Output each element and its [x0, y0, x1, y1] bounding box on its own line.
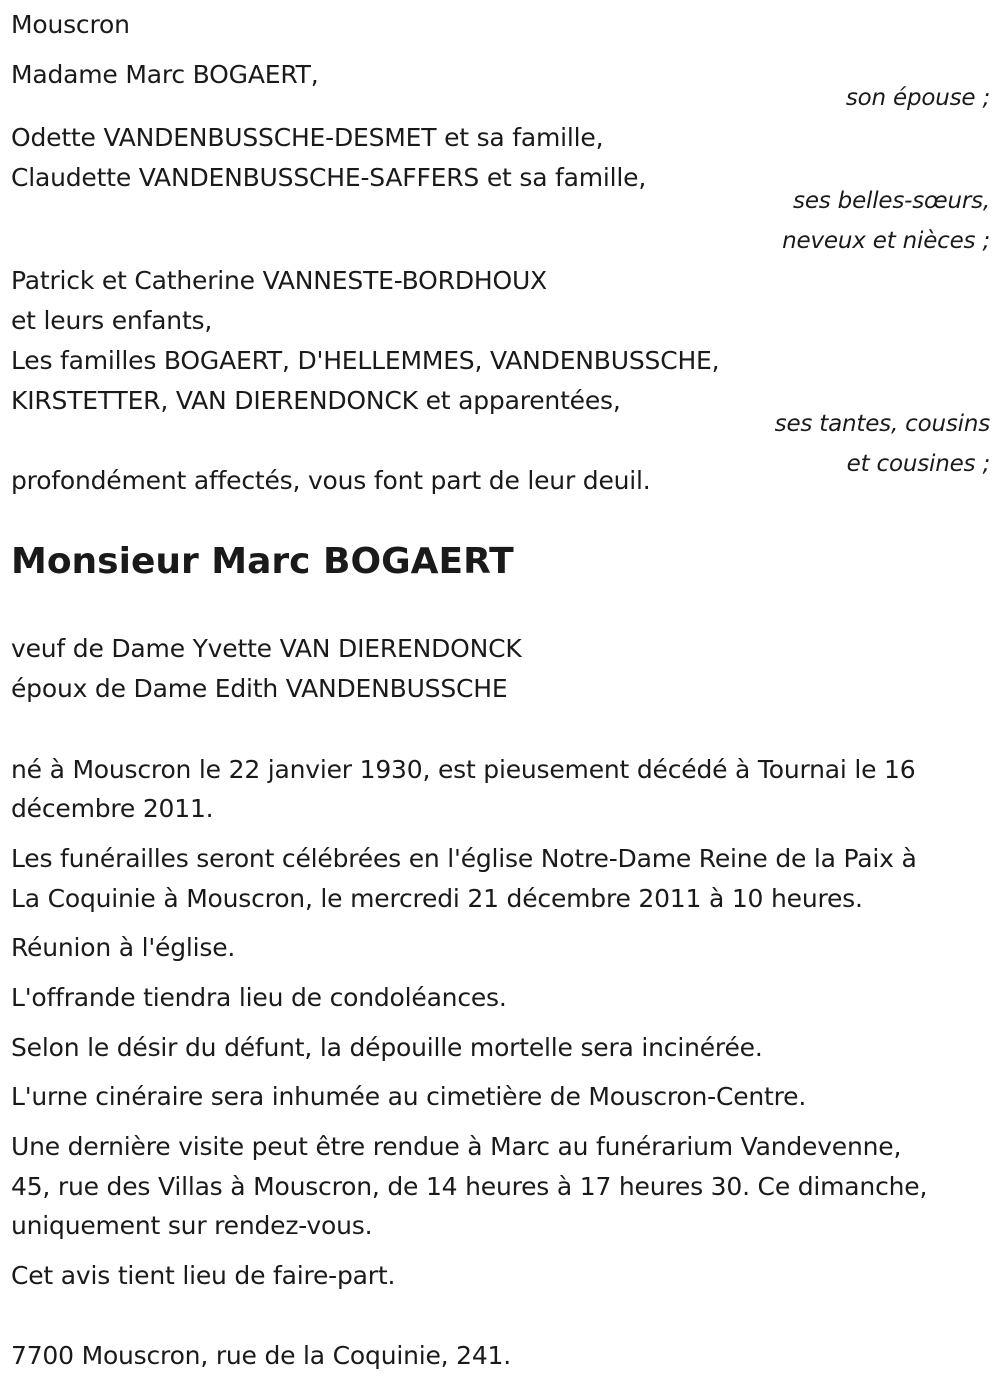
offering-line: L'offrande tiendra lieu de condoléances.: [11, 983, 507, 1012]
sister-in-law-line: Claudette VANDENBUSSCHE-SAFFERS et sa famille,: [11, 163, 647, 192]
relatives-role-line: et cousines ;: [846, 451, 990, 477]
sisters-role-line: ses belles-sœurs,: [793, 188, 990, 214]
birth-death-line: décembre 2011.: [11, 794, 214, 823]
meeting-line: Réunion à l'église.: [11, 933, 236, 962]
relatives-role-line: ses tantes, cousins: [774, 411, 990, 437]
deceased-name-heading: Monsieur Marc BOGAERT: [11, 541, 514, 582]
urn-line: L'urne cinéraire sera inhumée au cimetière de Mouscron-Centre.: [11, 1082, 807, 1111]
relatives-line: et leurs enfants,: [11, 306, 213, 335]
city-heading: Mouscron: [11, 10, 130, 39]
visit-line: uniquement sur rendez-vous.: [11, 1211, 373, 1240]
visit-line: Une dernière visite peut être rendue à Marc au funérarium Vandevenne,: [11, 1132, 902, 1161]
relatives-line: KIRSTETTER, VAN DIERENDONCK et apparentées,: [11, 386, 621, 415]
notice-line: Cet avis tient lieu de faire-part.: [11, 1261, 396, 1290]
announcement-text: profondément affectés, vous font part de leur deuil.: [11, 466, 651, 495]
spouse-name: Madame Marc BOGAERT,: [11, 60, 319, 89]
cremation-line: Selon le désir du défunt, la dépouille mortelle sera incinérée.: [11, 1033, 763, 1062]
visit-line: 45, rue des Villas à Mouscron, de 14 heures à 17 heures 30. Ce dimanche,: [11, 1172, 928, 1201]
widower-line: veuf de Dame Yvette VAN DIERENDONCK: [11, 634, 522, 663]
funeral-line: Les funérailles seront célébrées en l'église Notre-Dame Reine de la Paix à: [11, 844, 917, 873]
funeral-line: La Coquinie à Mouscron, le mercredi 21 décembre 2011 à 10 heures.: [11, 884, 863, 913]
spouse-role: son épouse ;: [845, 85, 990, 111]
sisters-role-line: neveux et nièces ;: [782, 228, 990, 254]
relatives-line: Patrick et Catherine VANNESTE-BORDHOUX: [11, 266, 547, 295]
sister-in-law-line: Odette VANDENBUSSCHE-DESMET et sa famille,: [11, 123, 604, 152]
birth-death-line: né à Mouscron le 22 janvier 1930, est pieusement décédé à Tournai le 16: [11, 755, 916, 784]
relatives-line: Les familles BOGAERT, D'HELLEMMES, VANDENBUSSCHE,: [11, 346, 720, 375]
address-line: 7700 Mouscron, rue de la Coquinie, 241.: [11, 1341, 512, 1370]
spouse-line: époux de Dame Edith VANDENBUSSCHE: [11, 674, 508, 703]
